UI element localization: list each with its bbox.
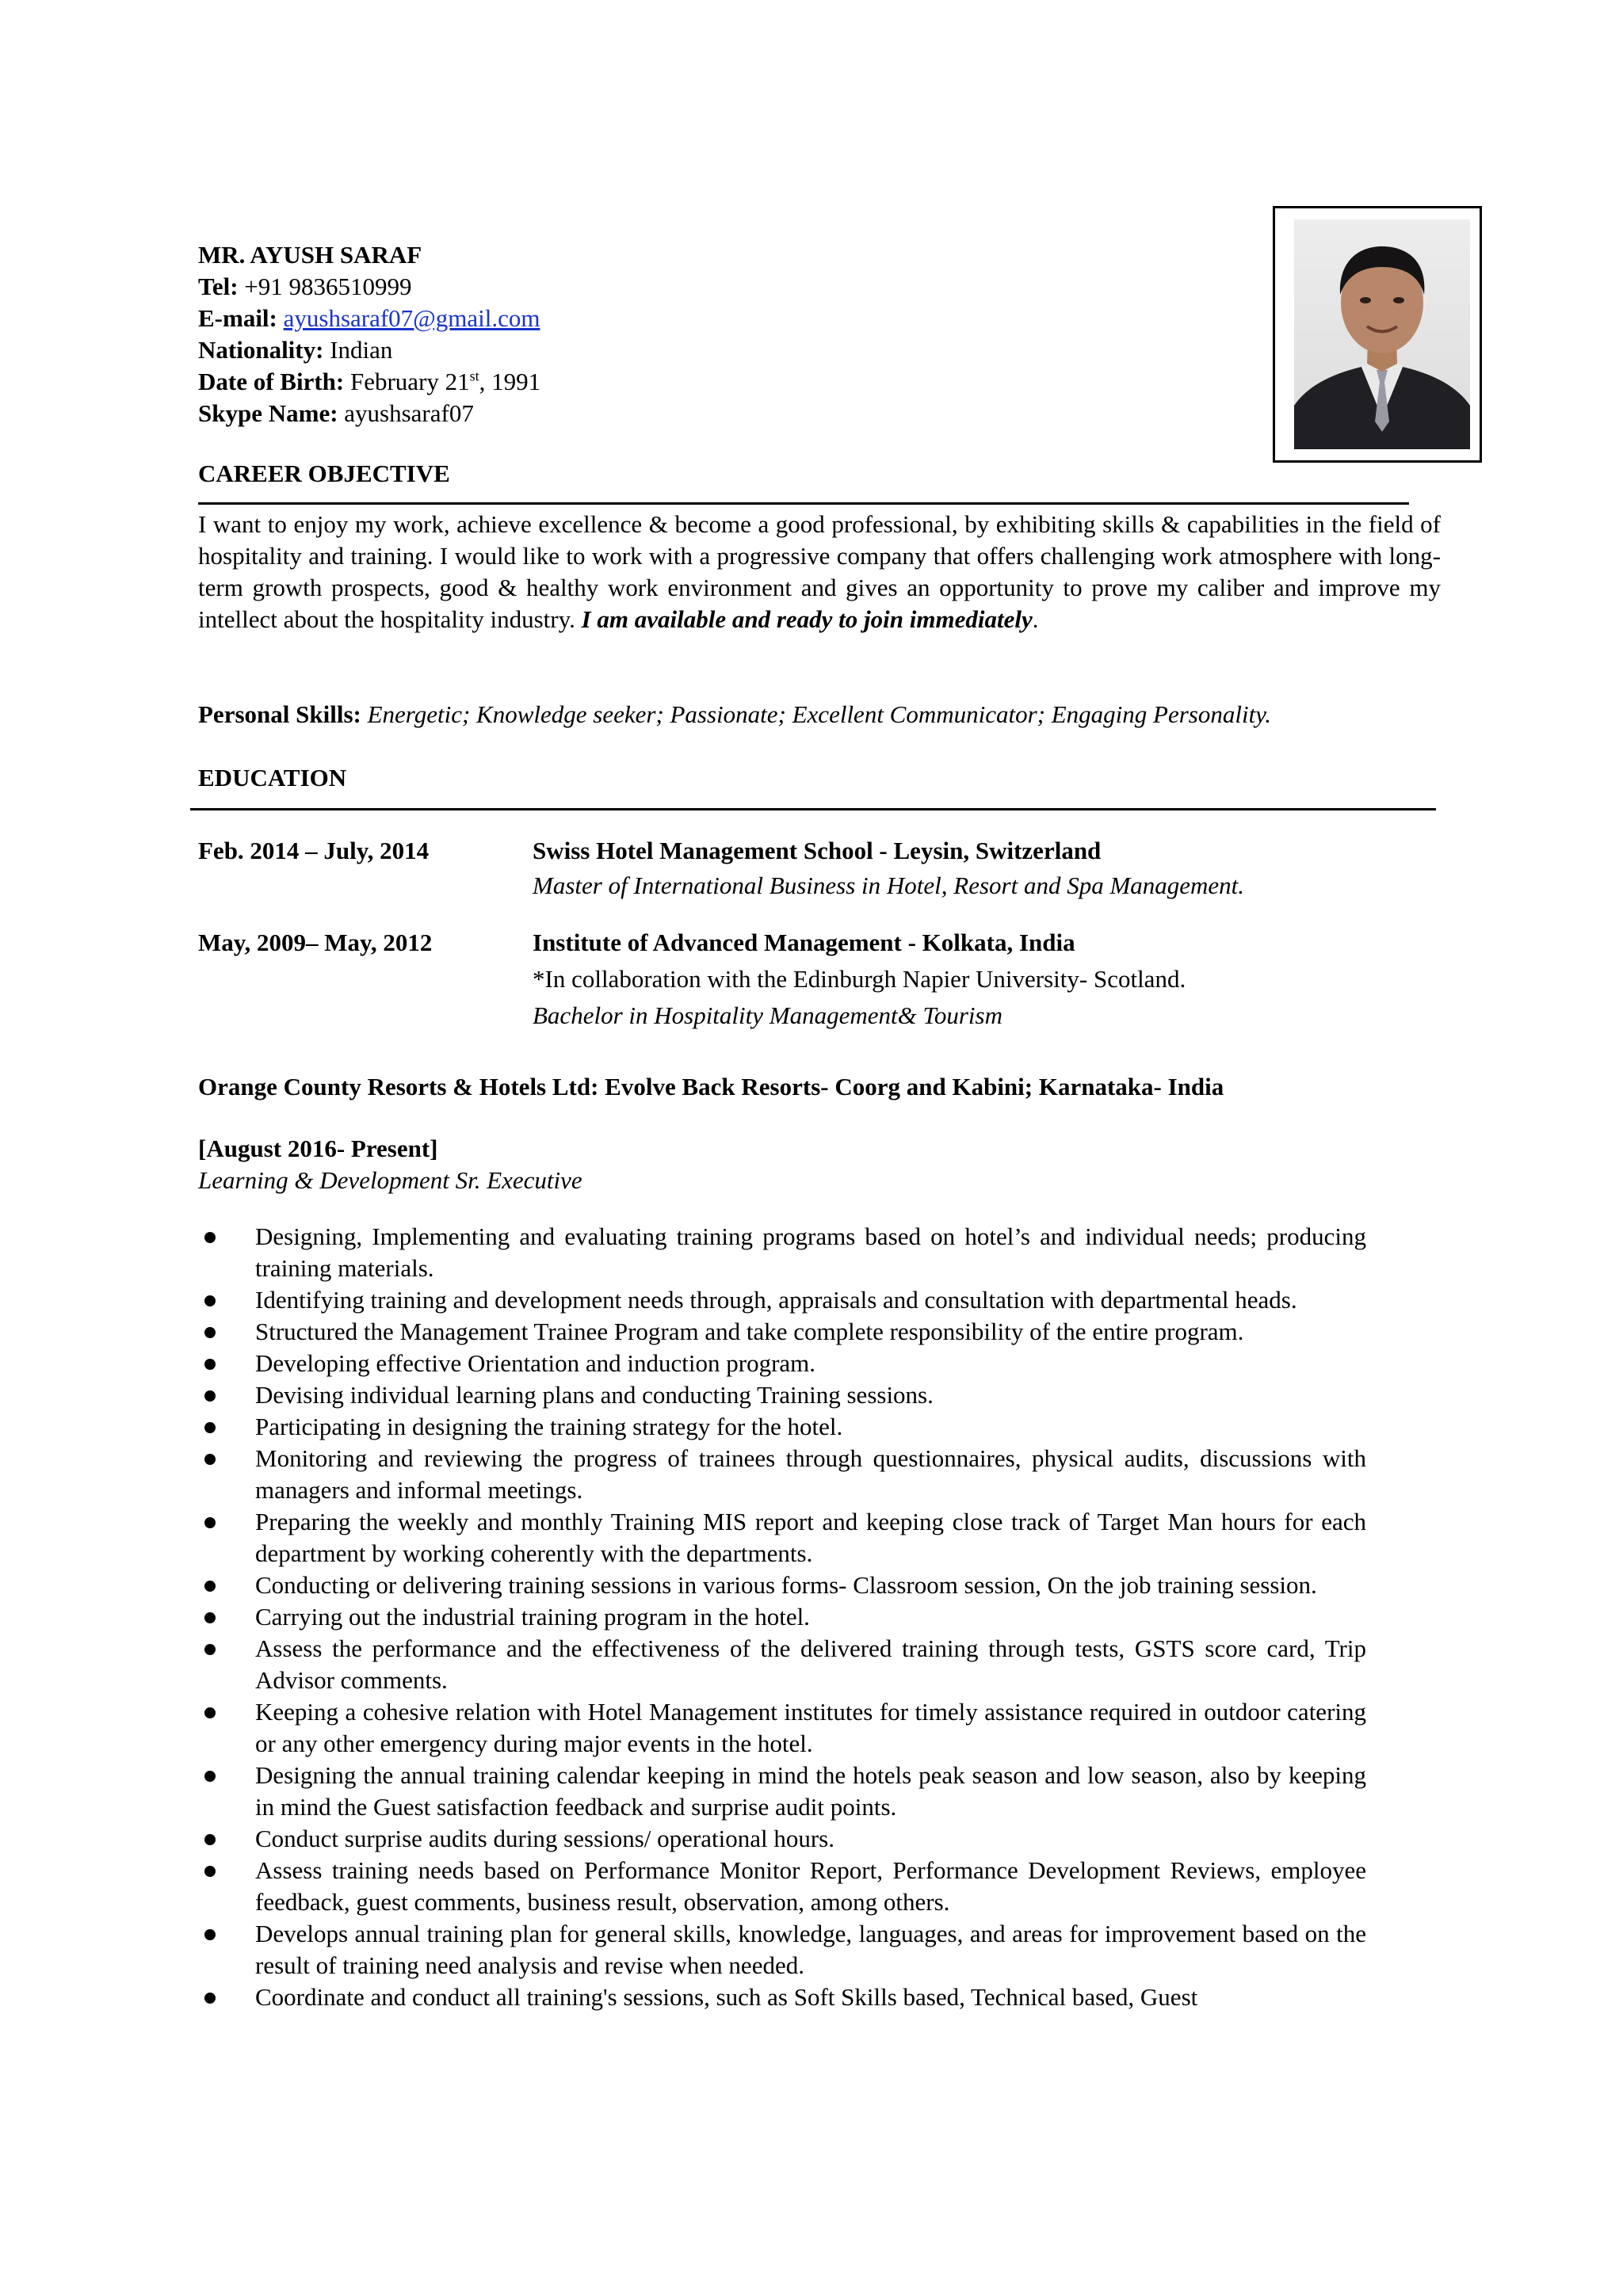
nationality-label: Nationality:: [198, 336, 324, 364]
nationality-line: [198, 334, 392, 366]
career-objective-text: [198, 509, 1441, 635]
bullet-icon: [204, 1327, 216, 1338]
tel-value: +91 9836510999: [244, 273, 412, 300]
list-item: Coordinate and conduct all training's sessions, such as Soft Skills based, Technical based, Guest: [197, 1981, 1366, 2013]
education-1-degree: Master of International Business in Hotel, Resort and Spa Management.: [533, 871, 1245, 899]
dob-sup: st: [469, 368, 479, 384]
bullet-icon: [204, 1707, 216, 1718]
list-item: Assess the performance and the effectiveness of the delivered training through tests, GSTS score card, Trip Advisor comments.: [197, 1633, 1366, 1696]
bullet-icon: [204, 1771, 216, 1782]
list-item: Designing the annual training calendar keeping in mind the hotels peak season and low season, also by keeping in mind the Guest satisfaction feedback and surprise audit points.: [197, 1760, 1366, 1823]
list-item: Keeping a cohesive relation with Hotel Management institutes for timely assistance required in outdoor catering or any other emergency during major events in the hotel.: [197, 1696, 1366, 1760]
career-divider: [198, 502, 1409, 505]
profile-photo-frame: [1273, 206, 1482, 463]
list-item: Carrying out the industrial training program in the hotel.: [197, 1601, 1366, 1633]
list-item: Designing, Implementing and evaluating training programs based on hotel’s and individual needs; producing training materials.: [197, 1221, 1366, 1284]
personal-skills-label: Personal Skills:: [198, 700, 361, 728]
experience-role: Learning & Development Sr. Executive: [198, 1166, 582, 1194]
education-2-dates: May, 2009– May, 2012: [198, 929, 433, 956]
list-item: Developing effective Orientation and induction program.: [197, 1348, 1366, 1379]
dob-suffix: , 1991: [479, 368, 541, 395]
education-divider: [190, 808, 1436, 810]
career-body: I want to enjoy my work, achieve excellence & become a good professional, by exhibiting skills & capabilities in the field of hospitality and training. I would like to work with a progressive company that offers challenging work atmosphere with long-term growth prospects, good & healthy work environment and gives an opportunity to prove my caliber and improve my intellect about the hospitality industry.: [198, 510, 1441, 633]
list-item: Develops annual training plan for general skills, knowledge, languages, and areas for improvement based on the result of training need analysis and revise when needed.: [197, 1918, 1366, 1981]
responsibilities-list: [197, 1221, 1366, 2013]
education-heading: EDUCATION: [198, 764, 347, 791]
skype-line: [198, 398, 474, 429]
list-item: Preparing the weekly and monthly Training MIS report and keeping close track of Target Man hours for each department by working coherently with the departments.: [197, 1506, 1366, 1569]
career-emphasis: I am available and ready to join immediately: [581, 605, 1033, 633]
list-item: Devising individual learning plans and conducting Training sessions.: [197, 1379, 1366, 1411]
bullet-icon: [204, 1612, 216, 1623]
personal-skills-line: [198, 699, 1271, 730]
career-heading: CAREER OBJECTIVE: [198, 460, 450, 487]
list-item: Conducting or delivering training sessions in various forms- Classroom session, On the job training session.: [197, 1569, 1366, 1601]
bullet-icon: [204, 1644, 216, 1655]
dob-label: Date of Birth:: [198, 368, 345, 395]
tel-line: [198, 271, 412, 303]
email-line: [198, 303, 540, 334]
bullet-icon: [204, 1517, 216, 1528]
bullet-icon: [204, 1929, 216, 1940]
career-emphasis-end: .: [1032, 605, 1039, 633]
education-2-degree: Bachelor in Hospitality Management& Tourism: [533, 1001, 1002, 1029]
dob-line: [198, 366, 540, 398]
bullet-icon: [204, 1295, 216, 1306]
list-item: Identifying training and development needs through, appraisals and consultation with departmental heads.: [197, 1284, 1366, 1316]
skype-label: Skype Name:: [198, 399, 338, 427]
bullet-icon: [204, 1390, 216, 1402]
list-item: Assess training needs based on Performance Monitor Report, Performance Development Reviews, employee feedback, guest comments, business result, observation, among others.: [197, 1855, 1366, 1918]
bullet-icon: [204, 1866, 216, 1877]
bullet-icon: [204, 1834, 216, 1845]
list-item: Structured the Management Trainee Program and take complete responsibility of the entire program.: [197, 1316, 1366, 1348]
list-item: Monitoring and reviewing the progress of trainees through questionnaires, physical audits, discussions with managers and informal meetings.: [197, 1443, 1366, 1506]
personal-skills-value: Energetic; Knowledge seeker; Passionate; Excellent Communicator; Engaging Personality.: [367, 700, 1272, 728]
list-item: Participating in designing the training strategy for the hotel.: [197, 1411, 1366, 1443]
education-1-dates: Feb. 2014 – July, 2014: [198, 837, 430, 864]
email-label: E-mail:: [198, 304, 277, 332]
candidate-name: MR. AYUSH SARAF: [198, 241, 422, 269]
bullet-icon: [204, 1422, 216, 1433]
education-2-school: Institute of Advanced Management - Kolkata, India: [533, 929, 1075, 956]
bullet-icon: [204, 1232, 216, 1243]
bullet-icon: [204, 1993, 216, 2004]
nationality-value: Indian: [330, 336, 393, 364]
education-1-school: Swiss Hotel Management School - Leysin, Switzerland: [533, 837, 1102, 864]
skype-value: ayushsaraf07: [344, 399, 474, 427]
experience-company: Orange County Resorts & Hotels Ltd: Evolve Back Resorts- Coorg and Kabini; Karnataka- India: [198, 1073, 1224, 1100]
profile-photo: [1294, 219, 1470, 449]
education-2-note: *In collaboration with the Edinburgh Napier University- Scotland.: [533, 965, 1186, 993]
list-item: Conduct surprise audits during sessions/ operational hours.: [197, 1823, 1366, 1855]
bullet-icon: [204, 1581, 216, 1592]
dob-prefix: February 21: [349, 368, 470, 395]
bullet-icon: [204, 1359, 216, 1370]
bullet-icon: [204, 1454, 216, 1465]
dob-value: [350, 368, 540, 395]
email-link[interactable]: ayushsaraf07@gmail.com: [283, 304, 540, 332]
portrait-illustration-icon: [1294, 219, 1470, 449]
experience-period: [August 2016- Present]: [198, 1135, 438, 1162]
tel-label: Tel:: [198, 273, 239, 300]
